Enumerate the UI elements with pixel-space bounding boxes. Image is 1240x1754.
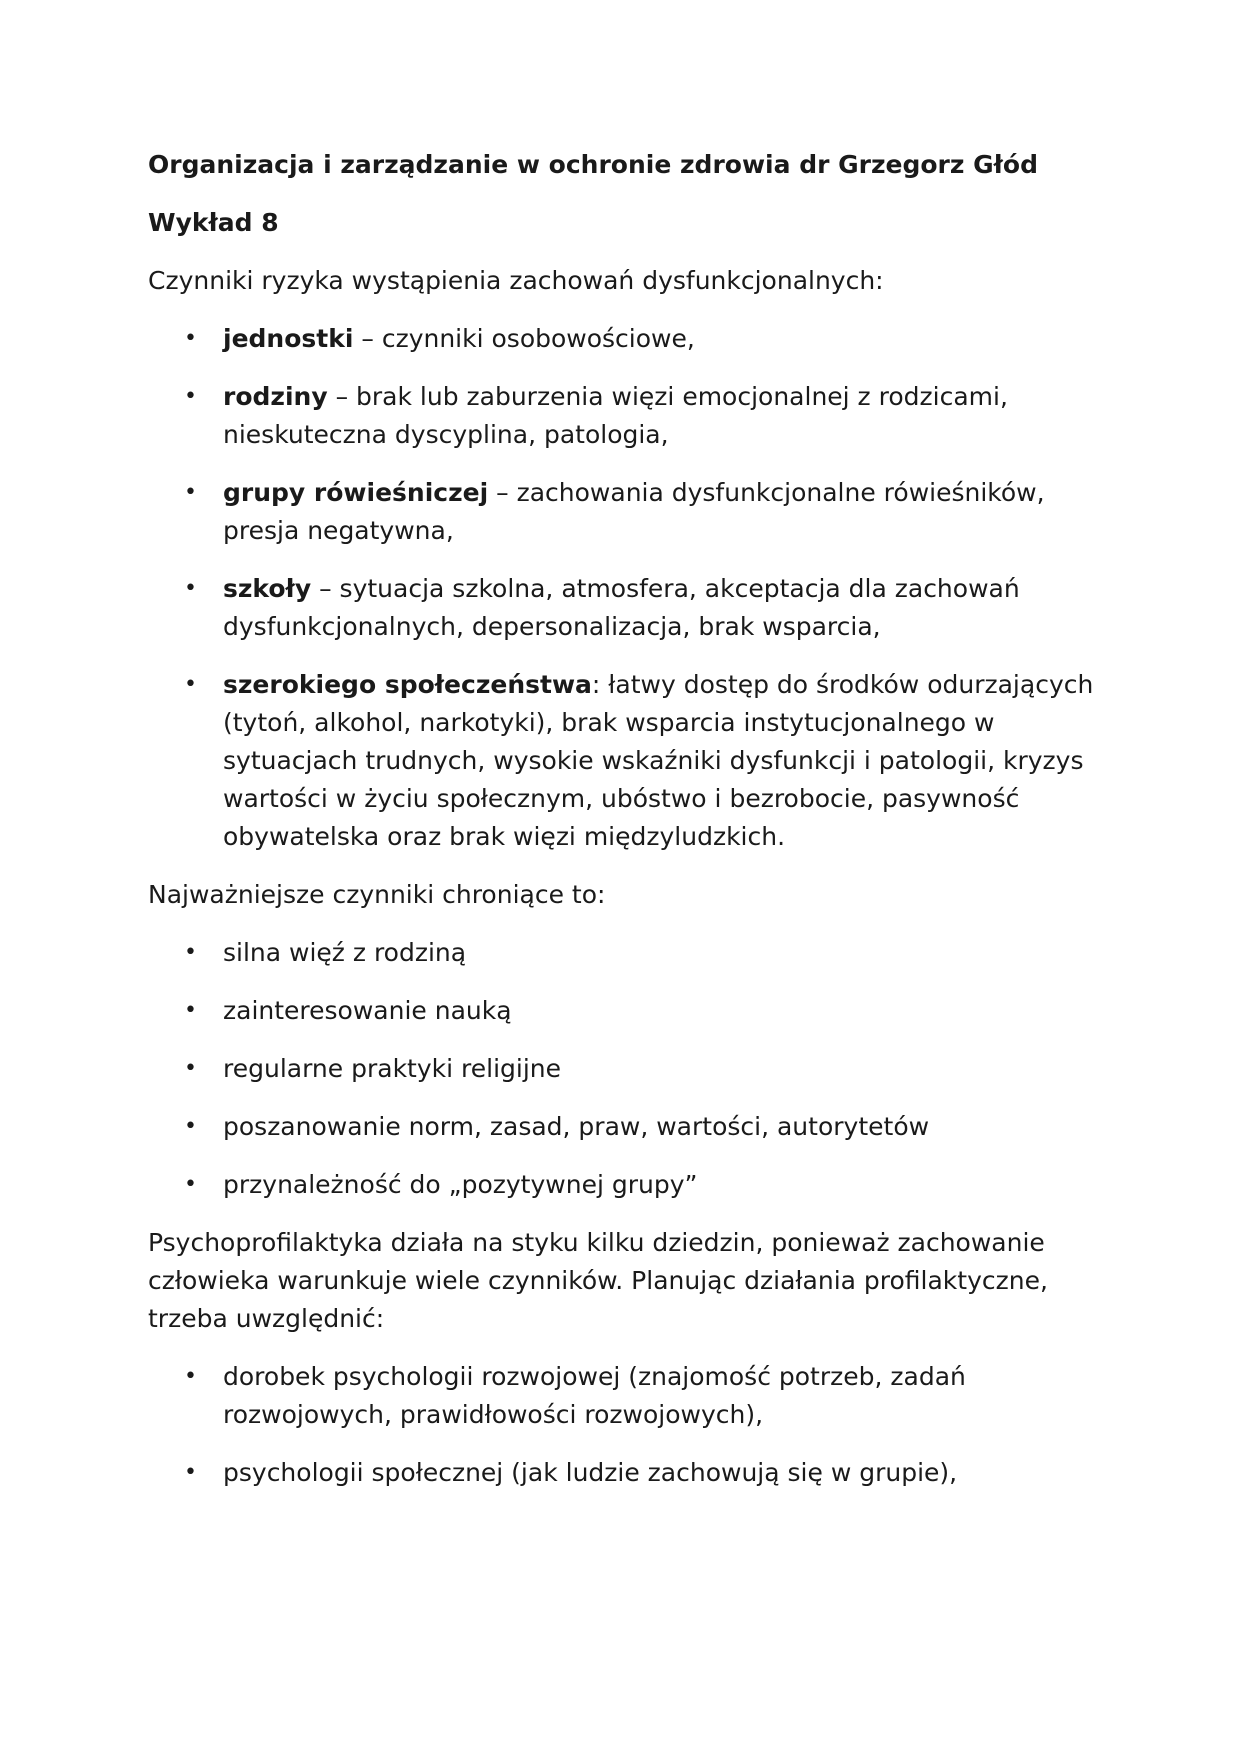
risk-factor-term: rodziny <box>223 382 328 411</box>
list-item <box>148 1108 1120 1146</box>
protective-factors-list <box>148 934 1120 1204</box>
psychoprophylaxis-item-text: psychologii społecznej (jak ludzie zachowują się w grupie), <box>223 1458 958 1487</box>
risk-factors-list <box>148 320 1120 856</box>
risk-factor-text: czynniki osobowościowe, <box>381 324 695 353</box>
bullet-icon: • <box>184 672 197 697</box>
protective-factor-text: zainteresowanie nauką <box>223 996 512 1025</box>
protective-factors-intro: Najważniejsze czynniki chroniące to: <box>148 880 606 909</box>
list-item <box>148 320 1120 358</box>
risk-factor-term: szerokiego społeczeństwa <box>223 670 592 699</box>
bullet-icon: • <box>184 384 197 409</box>
list-item <box>148 570 1120 646</box>
lecture-number: Wykład 8 <box>148 208 279 237</box>
risk-factor-term: grupy rówieśniczej <box>223 478 489 507</box>
protective-factor-text: przynależność do „pozytywnej grupy” <box>223 1170 698 1199</box>
document-title: Organizacja i zarządzanie w ochronie zdrowia dr Grzegorz Głód <box>148 150 1039 179</box>
risk-factor-separator: – <box>311 574 340 603</box>
psychoprophylaxis-item-text: dorobek psychologii rozwojowej (znajomość potrzeb, zadań rozwojowych, prawidłowości rozwojowych), <box>223 1362 966 1429</box>
risk-factor-separator: : <box>591 670 609 699</box>
risk-factor-term: szkoły <box>223 574 312 603</box>
protective-factor-text: silna więź z rodziną <box>223 938 467 967</box>
list-item <box>148 378 1120 454</box>
list-item <box>148 1358 1120 1434</box>
bullet-icon: • <box>184 1056 197 1081</box>
bullet-icon: • <box>184 576 197 601</box>
bullet-icon: • <box>184 1460 197 1485</box>
bullet-icon: • <box>184 1172 197 1197</box>
risk-factor-separator: – <box>327 382 357 411</box>
risk-factor-term: jednostki <box>223 324 354 353</box>
risk-factor-text: zachowania dysfunkcjonalne rówieśników, presja negatywna, <box>223 478 1045 545</box>
list-item <box>148 666 1120 856</box>
psychoprophylaxis-intro: Psychoprofilaktyka działa na styku kilku dziedzin, ponieważ zachowanie człowieka warunkuje wiele czynników. Planując działania profilaktyczne, trzeba uwzględnić: <box>148 1228 1048 1333</box>
psychoprophylaxis-list <box>148 1358 1120 1492</box>
bullet-icon: • <box>184 480 197 505</box>
bullet-icon: • <box>184 998 197 1023</box>
list-item <box>148 934 1120 972</box>
protective-factor-text: poszanowanie norm, zasad, praw, wartości, autorytetów <box>223 1112 930 1141</box>
risk-factor-text: łatwy dostęp do środków odurzających (tytoń, alkohol, narkotyki), brak wsparcia instytucjonalnego w sytuacjach trudnych, wysokie wskaźniki dysfunkcji i patologii, kryzys wartości w życiu społecznym, ubóstwo i bezrobocie, pasywność obywatelska oraz brak więzi międzyludzkich. <box>223 670 1094 851</box>
list-item <box>148 1050 1120 1088</box>
risk-factor-text: brak lub zaburzenia więzi emocjonalnej z rodzicami, nieskuteczna dyscyplina, patologia, <box>223 382 1008 449</box>
bullet-icon: • <box>184 1364 197 1389</box>
bullet-icon: • <box>184 1114 197 1139</box>
risk-factor-text: sytuacja szkolna, atmosfera, akceptacja dla zachowań dysfunkcjonalnych, depersonalizacja, brak wsparcia, <box>223 574 1020 641</box>
bullet-icon: • <box>184 326 197 351</box>
risk-factor-separator: – <box>353 324 382 353</box>
protective-factor-text: regularne praktyki religijne <box>223 1054 562 1083</box>
list-item <box>148 1454 1120 1492</box>
list-item <box>148 474 1120 550</box>
bullet-icon: • <box>184 940 197 965</box>
risk-factor-separator: – <box>488 478 517 507</box>
list-item <box>148 992 1120 1030</box>
risk-factors-intro: Czynniki ryzyka wystąpienia zachowań dysfunkcjonalnych: <box>148 266 884 295</box>
list-item <box>148 1166 1120 1204</box>
